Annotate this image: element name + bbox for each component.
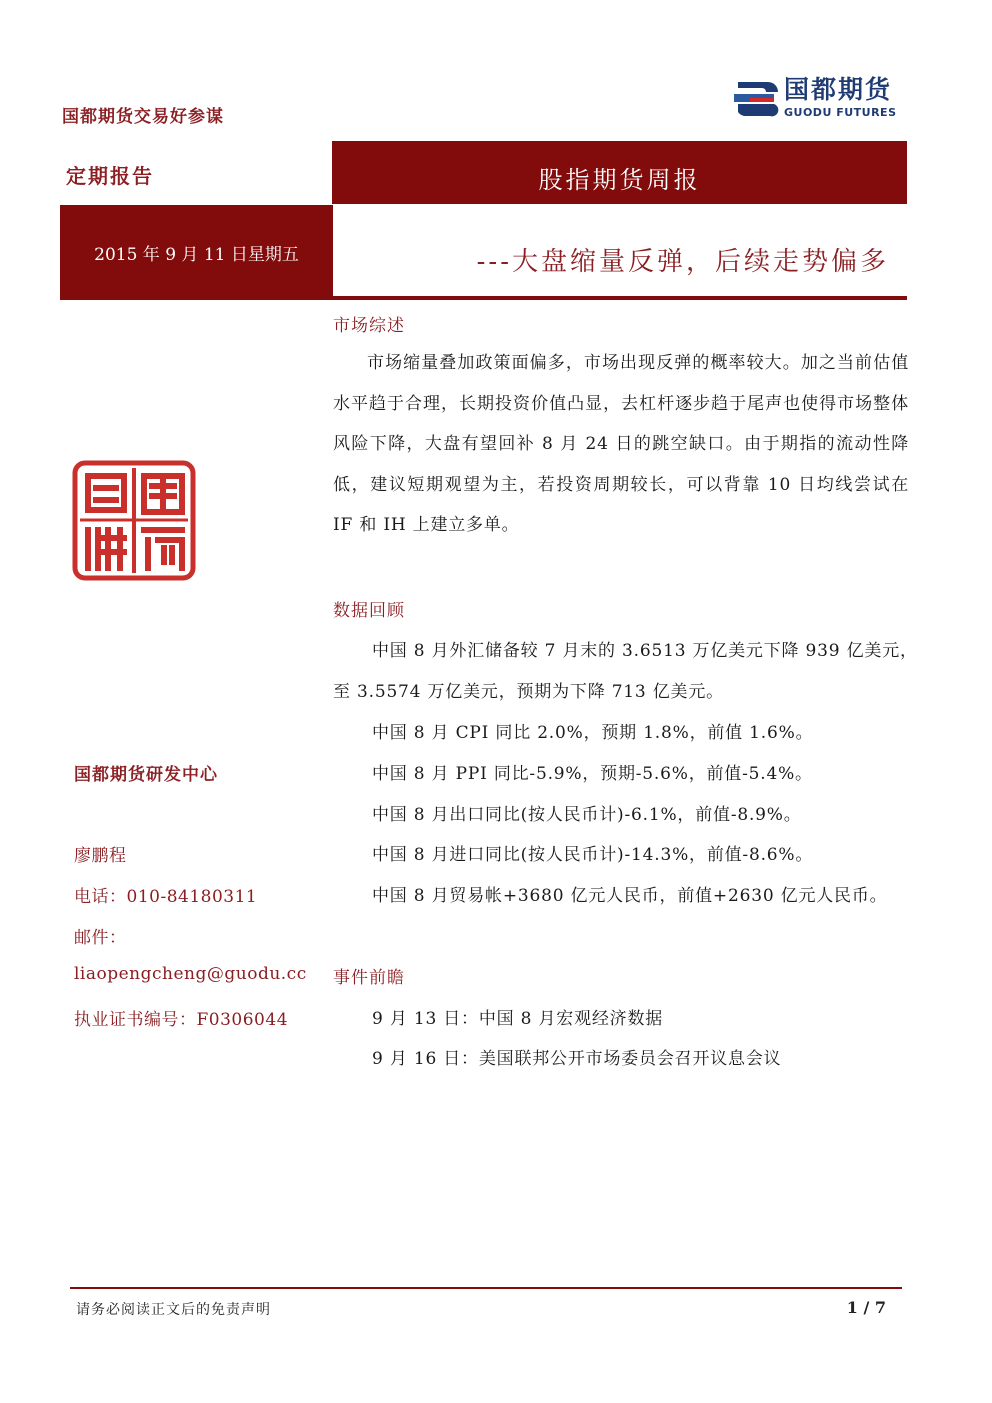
logo-mark-icon xyxy=(730,76,782,122)
logo-text xyxy=(784,76,897,119)
market-overview-body: 市场缩量叠加政策面偏多，市场出现反弹的概率较大。加之当前估值水平趋于合理，长期投资价值凸显，去杠杆逐步趋于尾声也使得市场整体风险下降，大盘有望回补 8 月 24 日的跳空缺口。由于期指的流动性降低，建议短期观望为主，若投资周期较长，可以背靠 10 日均线尝试在 IF 和 IH 上建立多单。 xyxy=(333,353,909,536)
analyst-license: 执业证书编号：F0306044 xyxy=(74,1010,289,1030)
report-type: 定期报告 xyxy=(66,164,154,188)
event-item-1: 9 月 13 日：中国 8 月宏观经济数据 xyxy=(372,1009,664,1029)
analyst-email-label: 邮件： xyxy=(74,928,127,948)
banner-rule xyxy=(60,296,907,300)
analyst-name: 廖鹏程 xyxy=(74,846,127,866)
data-review-heading: 数据回顾 xyxy=(333,601,405,621)
forex-line-1: 中国 8 月外汇储备较 7 月末的 3.6513 万亿美元下降 939 亿美元， xyxy=(372,641,918,661)
events-heading: 事件前瞻 xyxy=(333,968,405,988)
data-item-exports: 中国 8 月出口同比(按人民币计)-6.1%，前值-8.9%。 xyxy=(372,805,802,825)
data-item-ppi: 中国 8 月 PPI 同比-5.9%，预期-5.6%，前值-5.4%。 xyxy=(372,764,813,784)
data-item-cpi: 中国 8 月 CPI 同比 2.0%，预期 1.8%，前值 1.6%。 xyxy=(372,723,814,743)
analyst-phone: 电话：010-84180311 xyxy=(74,887,258,907)
report-date: 2015 年 9 月 11 日星期五 xyxy=(94,245,299,265)
seal-stamp-icon xyxy=(72,460,196,581)
market-overview-heading: 市场综述 xyxy=(333,316,405,336)
data-item-imports: 中国 8 月进口同比(按人民币计)-14.3%，前值-8.6%。 xyxy=(372,845,814,865)
research-center: 国都期货研发中心 xyxy=(74,765,218,785)
footer-rule xyxy=(70,1287,902,1289)
header-tagline: 国都期货交易好参谋 xyxy=(62,107,224,127)
report-subtitle: ---大盘缩量反弹，后续走势偏多 xyxy=(476,247,889,277)
report-title: 股指期货周报 xyxy=(538,166,701,194)
forex-line-2: 至 3.5574 万亿美元，预期为下降 713 亿美元。 xyxy=(333,682,724,702)
logo-name-en: GUODU FUTURES xyxy=(784,106,897,119)
logo-name-cn: 国都期货 xyxy=(784,75,893,104)
company-seal xyxy=(72,460,196,581)
page-number: 1 / 7 xyxy=(846,1298,886,1317)
data-item-trade-balance: 中国 8 月贸易帐+3680 亿元人民币，前值+2630 亿元人民币。 xyxy=(372,886,888,906)
footer-disclaimer: 请务必阅读正文后的免责声明 xyxy=(76,1302,271,1318)
event-item-2: 9 月 16 日：美国联邦公开市场委员会召开议息会议 xyxy=(372,1049,782,1069)
analyst-email[interactable]: liaopengcheng@guodu.cc xyxy=(74,964,307,984)
